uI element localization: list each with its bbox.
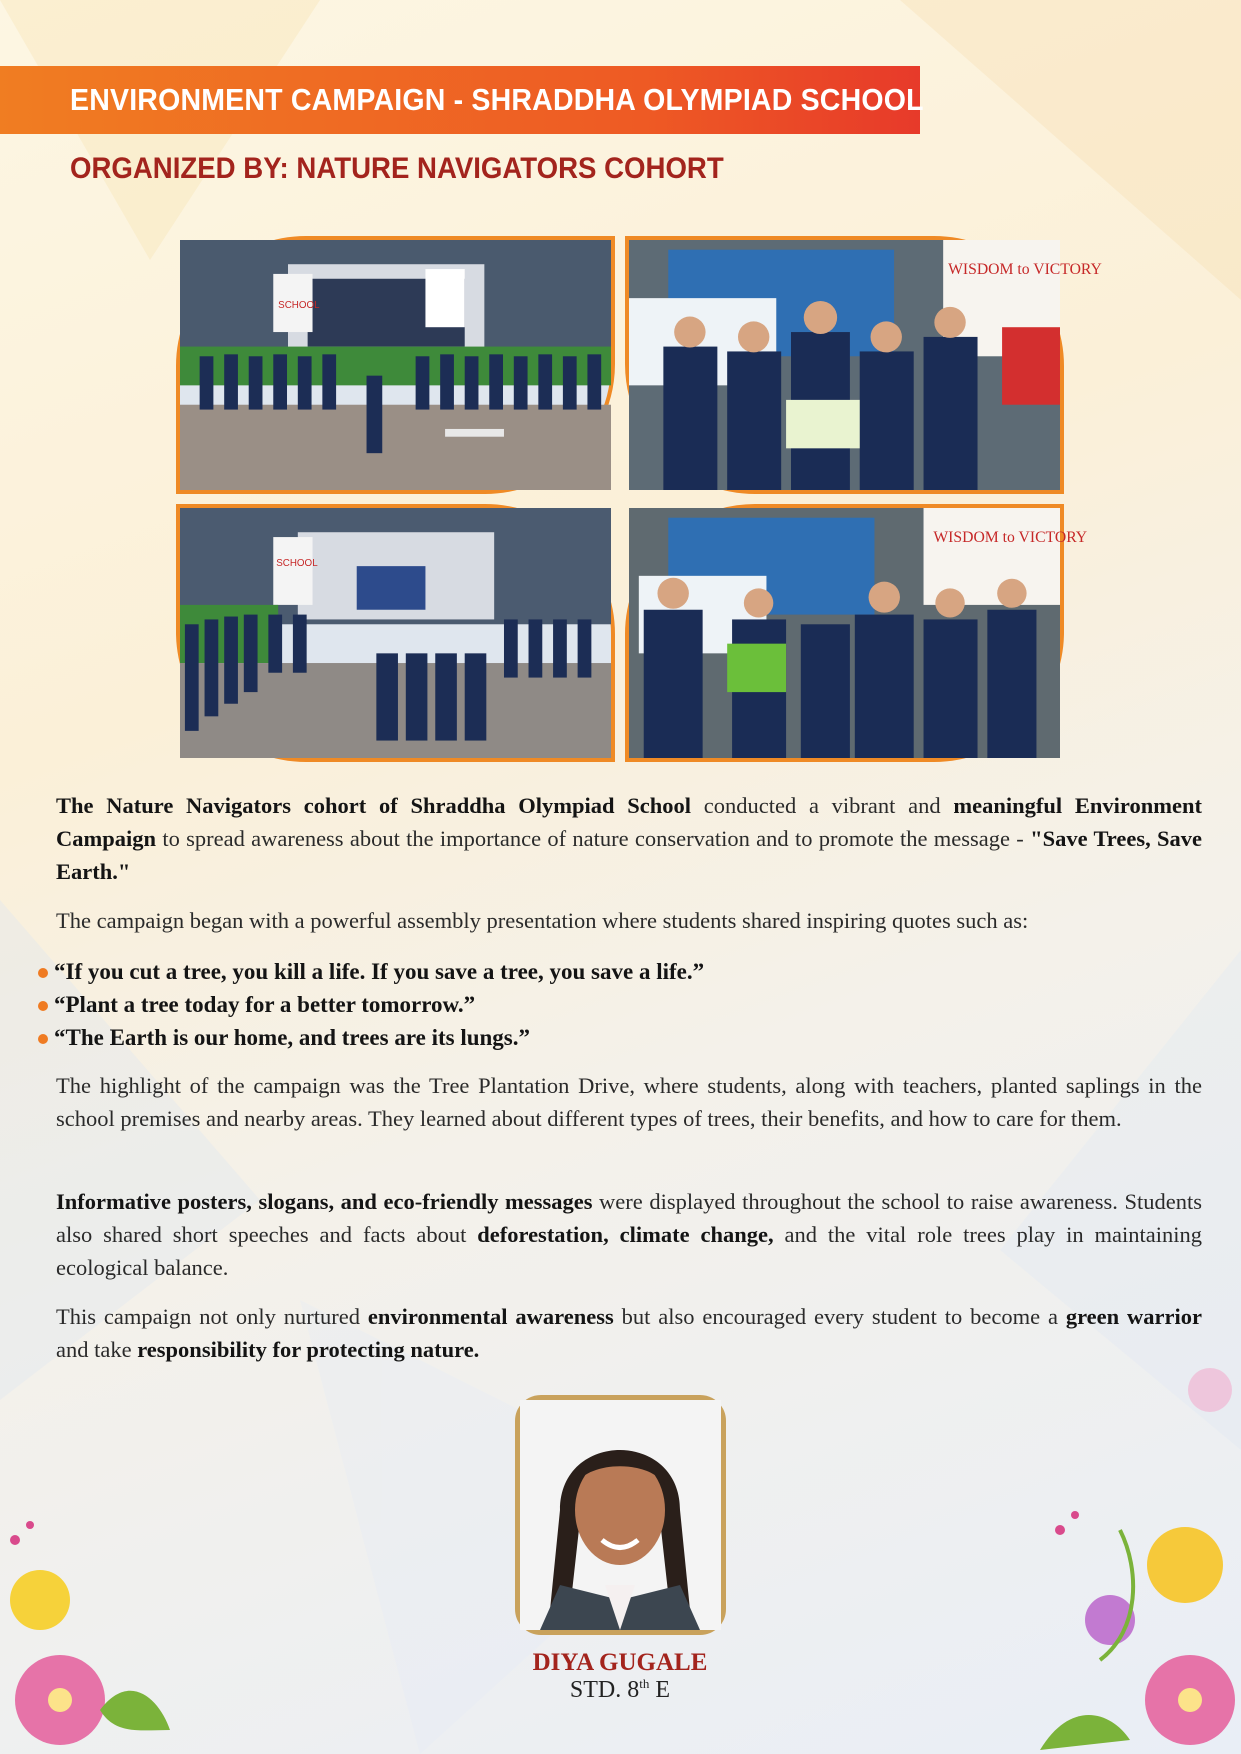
- closing-bold-2: green warrior: [1065, 1304, 1202, 1329]
- student-class: [420, 1676, 820, 1704]
- lead-in-paragraph: The campaign began with a powerful assembly presentation where students shared inspiring quotes such as:: [56, 908, 1029, 933]
- organizer-subtitle: ORGANIZED BY: NATURE NAVIGATORS COHORT: [70, 152, 724, 185]
- quote-item: [36, 988, 1196, 1021]
- student-name: DIYA GUGALE: [532, 1649, 708, 1676]
- posters-text-1: were displayed throughout the school to raise awareness. Students also shared short speeches and facts about: [56, 1189, 1202, 1247]
- closing-text-1: This campaign not only nurtured: [56, 1304, 368, 1329]
- quote-item: [36, 1021, 1196, 1054]
- intro-text-2: to spread awareness about the importance of nature conservation and to promote the message -: [156, 826, 1031, 851]
- quote-text: “Plant a tree today for a better tomorrow.”: [54, 992, 476, 1017]
- posters-bold-1: Informative posters, slogans, and eco-friendly messages: [56, 1189, 593, 1214]
- school-sign-text: SCHOOL: [278, 299, 320, 311]
- assembly-formation-photo: [176, 504, 615, 762]
- students-plant-a-seed-photo: [625, 504, 1088, 762]
- quotes-list: [36, 955, 1196, 1054]
- quote-item: [36, 955, 1196, 988]
- student-portrait: [515, 1395, 726, 1635]
- assembly-group-photo: [176, 236, 615, 494]
- posters-paragraph: [56, 1185, 1202, 1284]
- wisdom-sign-text: WISDOM to VICTORY: [948, 261, 1102, 278]
- intro-paragraph: [56, 789, 1202, 888]
- closing-paragraph: [56, 1300, 1202, 1366]
- school-sign-text-2: SCHOOL: [276, 558, 318, 570]
- intro-bold-2: meaningful Environment Campaign: [56, 793, 1202, 851]
- students-with-poster-photo: [625, 236, 1102, 494]
- closing-text-3: and take: [56, 1337, 138, 1362]
- intro-text-1: conducted a vibrant and: [691, 793, 954, 818]
- closing-bold-3: responsibility for protecting nature.: [137, 1337, 480, 1362]
- flowers-left-decoration: [0, 1500, 180, 1754]
- title-banner: [0, 66, 924, 134]
- bullet-icon: [38, 968, 48, 978]
- intro-bold-1: The Nature Navigators cohort of Shraddha Olympiad School: [56, 793, 692, 818]
- closing-text-2: but also encouraged every student to become a: [613, 1304, 1066, 1329]
- class-number: STD. 8: [569, 1677, 640, 1703]
- posters-text-2: and the vital role trees play in maintaining ecological balance.: [56, 1222, 1203, 1280]
- bullet-icon: [38, 1034, 48, 1044]
- highlight-paragraph: The highlight of the campaign was the Tree Plantation Drive, where students, along with teachers, planted saplings in the school premises and nearby areas. They learned about different types of trees, their benefits, and how to care for them.: [56, 1073, 1202, 1131]
- class-section: E: [649, 1677, 671, 1703]
- quote-text: “If you cut a tree, you kill a life. If you save a tree, you save a life.”: [54, 959, 705, 984]
- intro-bold-3: "Save Trees, Save Earth.": [56, 826, 1203, 884]
- class-ordinal: th: [639, 1676, 650, 1691]
- closing-bold-1: environmental awareness: [367, 1304, 614, 1329]
- flowers-right-decoration: [1040, 1330, 1240, 1754]
- page-title: ENVIRONMENT CAMPAIGN - SHRADDHA OLYMPIAD SCHOOL: [70, 82, 924, 117]
- wisdom-sign-text-2: WISDOM to VICTORY: [933, 529, 1088, 546]
- quote-text: “The Earth is our home, and trees are its lungs.”: [54, 1025, 531, 1050]
- posters-bold-2: deforestation, climate change,: [477, 1222, 774, 1247]
- bullet-icon: [38, 1001, 48, 1011]
